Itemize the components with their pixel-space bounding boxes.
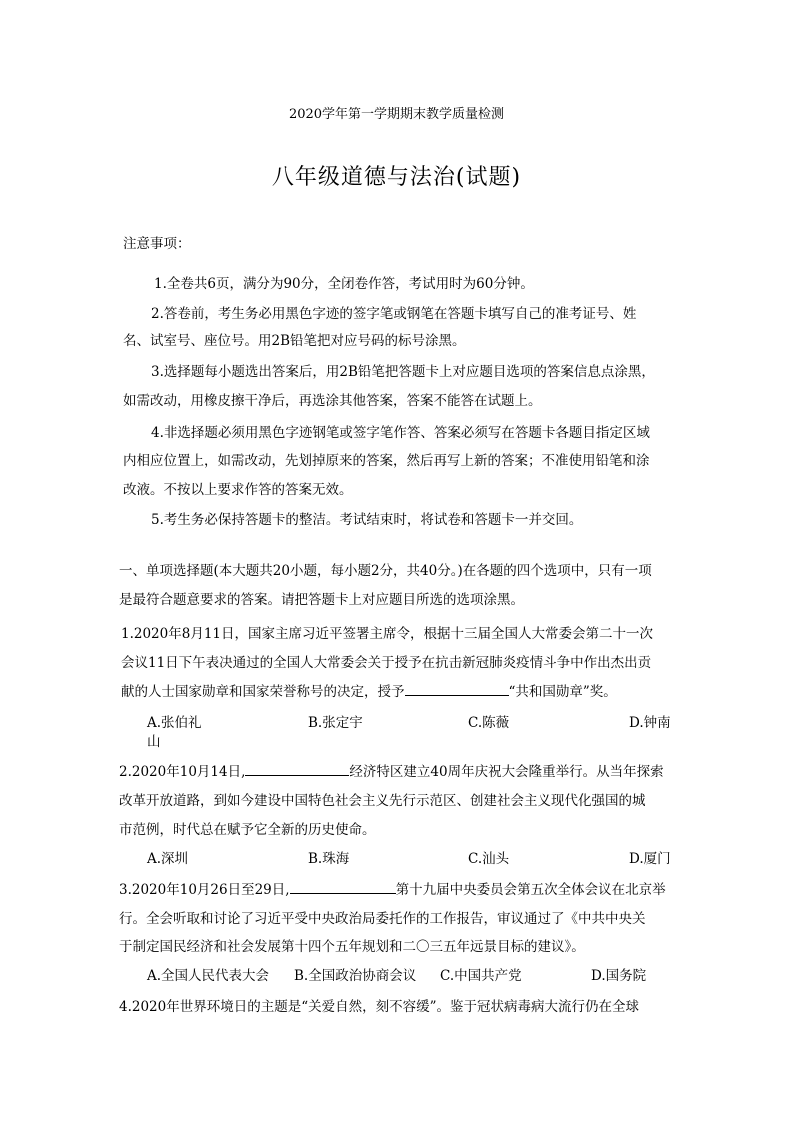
question-3-option-b: B.全国政治协商会议 (294, 968, 417, 984)
answer-blank (290, 881, 396, 894)
notice-item-3-line-2: 如需改动，用橡皮擦干净后，再选涂其他答案，答案不能答在试题上。 (123, 393, 542, 409)
page-title: 八年级道德与法治(试题) (271, 165, 522, 190)
question-4-line-1: 4.2020年世界环境日的主题是“关爱自然，刻不容缓”。鉴于冠状病毒病大流行仍在全球 (119, 999, 640, 1015)
question-2-option-c: C.汕头 (468, 851, 510, 867)
question-3-line-1-text: 3.2020年10月26日至29日, (119, 882, 290, 898)
question-2-line-1-text: 2.2020年10月14日, (119, 764, 246, 780)
notice-item-1: 1.全卷共6页，满分为90分，全闭卷作答，考试用时为60分钟。 (154, 276, 534, 292)
question-1-line-3 (121, 680, 617, 700)
notice-heading: 注意事项： (123, 236, 191, 252)
question-3-option-c: C.中国共产党 (440, 968, 522, 984)
question-1-line-1: 1.2020年8月11日，国家主席习近平签署主席令，根据十三届全国人大常委会第二十一次 (121, 626, 654, 642)
question-3-option-d: D.国务院 (591, 968, 647, 984)
question-3-line-1-tail: 第十九届中央委员会第五次全体会议在北京举 (395, 882, 666, 898)
answer-blank (405, 683, 509, 696)
question-1-option-c: C.陈薇 (468, 715, 510, 731)
question-1-option-b: B.张定宇 (308, 715, 363, 731)
question-2-line-2: 改革开放道路，到如今建设中国特色社会主义先行示范区、创建社会主义现代化强国的城 (119, 793, 646, 809)
question-2-line-3: 市范例，时代总在赋予它全新的历史使命。 (119, 822, 376, 838)
answer-blank (245, 763, 349, 776)
notice-item-4-line-1: 4.非选择题必须用黑色字迹钢笔或签字笔作答、答案必须写在答题卡各题目指定区域 (151, 425, 650, 441)
notice-item-2-line-2: 名、试室号、座位号。用2B铅笔把对应号码的标号涂黑。 (123, 333, 466, 349)
question-3-line-3: 于制定国民经济和社会发展第十四个五年规划和二〇三五年远景目标的建议》。 (119, 939, 585, 955)
exam-header: 2020学年第一学期期末教学质量检测 (288, 107, 505, 122)
question-3-line-2: 行。全会听取和讨论了习近平受中央政治局委托作的工作报告，审议通过了《中共中央关 (119, 911, 646, 927)
section-1-instruction-line-1: 一、单项选择题(本大题共20小题，每小题2分，共40分。)在各题的四个选项中，只有一项 (119, 563, 652, 579)
question-2-option-d: D.厦门 (629, 851, 671, 867)
question-1-option-wrap: 山 (147, 734, 161, 750)
question-3-line-1 (119, 878, 666, 898)
question-1-line-2: 会议11日下午表决通过的全国人大常委会关于授予在抗击新冠肺炎疫情斗争中作出杰出贡 (121, 655, 652, 671)
notice-item-2-line-1: 2.答卷前，考生务必用黑色字迹的签字笔或钢笔在答题卡填写自己的准考证号、姓 (151, 306, 637, 322)
question-1-option-a: A.张伯礼 (147, 715, 202, 731)
notice-item-4-line-2: 内相应位置上，如需改动，先划掉原来的答案，然后再写上新的答案；不准使用铅笔和涂 (123, 453, 650, 469)
notice-item-4-line-3: 改液。不按以上要求作答的答案无效。 (123, 482, 353, 498)
question-2-line-1 (119, 760, 664, 780)
notice-item-3-line-1: 3.选择题每小题选出答案后，用2B铅笔把答题卡上对应题目选项的答案信息点涂黑， (151, 364, 655, 380)
section-1-instruction-line-2: 是最符合题意要求的答案。请把答题卡上对应题目所选的选项涂黑。 (119, 592, 524, 608)
question-3-option-a: A.全国人民代表大会 (147, 968, 270, 984)
question-1-option-d: D.钟南 (629, 715, 671, 731)
question-1-line-3-text: 献的人士国家勋章和国家荣誉称号的决定，授予 (121, 684, 405, 700)
question-2-option-a: A.深圳 (147, 851, 189, 867)
question-2-line-1-tail: 经济特区建立40周年庆祝大会隆重举行。从当年探索 (349, 764, 664, 780)
notice-item-5: 5.考生务必保持答题卡的整洁。考试结束时，将试卷和答题卡一并交回。 (151, 512, 583, 528)
question-1-line-3-tail: “共和国勋章”奖。 (508, 684, 617, 700)
question-2-option-b: B.珠海 (308, 851, 350, 867)
